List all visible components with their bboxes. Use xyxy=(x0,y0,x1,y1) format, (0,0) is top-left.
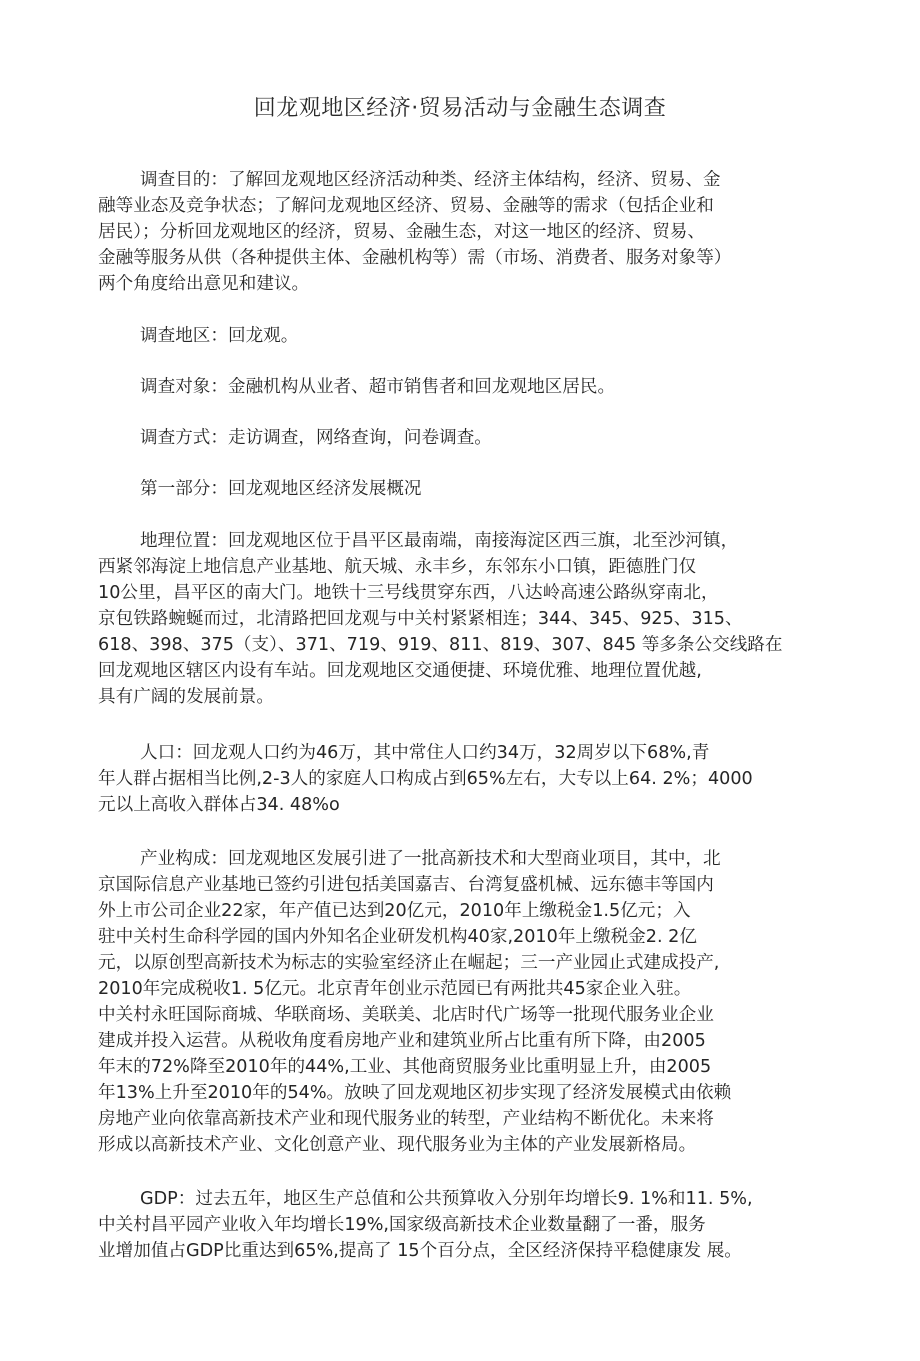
text-line: 年13%上升至2010年的54%。放映了回龙观地区初步实现了经济发展模式由依赖 xyxy=(98,1083,732,1103)
text-line: 京国际信息产业基地已签约引进包括美国嘉吉、台湾复盛机械、远东德丰等国内 xyxy=(98,875,714,895)
text-line: 中关村昌平园产业收入年均增长19%,国家级高新技术企业数量翻了一番，服务 xyxy=(98,1215,706,1235)
text-line: 中关村永旺国际商城、华联商场、美联美、北店时代广场等一批现代服务业企业 xyxy=(98,1005,714,1025)
text-line: 两个角度给出意见和建议。 xyxy=(98,274,310,294)
text-line: 元，以原创型高新技术为标志的实验室经济止在崛起；三一产业园止式建成投产, xyxy=(98,953,720,973)
text-line: 居民）；分析回龙观地区的经济，贸易、金融生态，对这一地区的经济、贸易、 xyxy=(98,222,705,242)
text-line: 618、398、375（支）、371、719、919、811、819、307、845 等多条公交线路在 xyxy=(98,635,783,655)
text-line: 业增加值占GDP比重达到65%,提高了 15个百分点，全区经济保持平稳健康发 展。 xyxy=(98,1241,742,1261)
text-line: 人口：回龙观人口约为46万，其中常住人口约34万，32周岁以下68%,青 xyxy=(140,743,710,763)
text-line: 金融等服务从供（各种提供主体、金融机构等）需（市场、消费者、服务对象等） xyxy=(98,248,732,268)
text-line: 形成以高新技术产业、文化创意产业、现代服务业为主体的产业发展新格局。 xyxy=(98,1135,697,1155)
text-line: 驻中关村生命科学园的国内外知名企业研发机构40家,2010年上缴税金2. 2亿 xyxy=(98,927,697,947)
text-line: 具有广阔的发展前景。 xyxy=(98,687,274,707)
text-line: 房地产业向依靠高新技术产业和现代服务业的转型，产业结构不断优化。未来将 xyxy=(98,1109,714,1129)
survey-area: 调查地区：回龙观。 xyxy=(140,326,299,346)
text-line: 元以上高收入群体占34. 48%o xyxy=(98,795,340,815)
text-line: 京包铁路蜿蜒而过，北清路把回龙观与中关村紧紧相连；344、345、925、315、 xyxy=(98,609,743,629)
text-line: 回龙观地区辖区内设有车站。回龙观地区交通便捷、环境优雅、地理位置优越, xyxy=(98,661,702,681)
part-one-heading: 第一部分：回龙观地区经济发展概况 xyxy=(140,479,422,499)
text-line: 西紧邻海淀上地信息产业基地、航天城、永丰乡，东邻东小口镇，距德胜门仅 xyxy=(98,557,697,577)
survey-subjects: 调查对象：金融机构从业者、超市销售者和回龙观地区居民。 xyxy=(140,377,616,397)
text-line: 年人群占据相当比例,2-3人的家庭人口构成占到65%左右，大专以上64. 2%；4000 xyxy=(98,769,753,789)
text-line: 10公里，昌平区的南大门。地铁十三号线贯穿东西，八达岭高速公路纵穿南北， xyxy=(98,583,719,603)
document-title: 回龙观地区经济·贸易活动与金融生态调查 xyxy=(253,96,667,121)
survey-method: 调查方式：走访调查，网络查询，问卷调查。 xyxy=(140,428,492,448)
text-line: 地理位置：回龙观地区位于昌平区最南端，南接海淀区西三旗，北至沙河镇， xyxy=(140,531,739,551)
text-line: 融等业态及竞争状态；了解问龙观地区经济、贸易、金融等的需求（包括企业和 xyxy=(98,196,714,216)
text-line: 建成并投入运营。从税收角度看房地产业和建筑业所占比重有所下降，由2005 xyxy=(98,1031,706,1051)
text-line: 2010年完成税收1. 5亿元。北京青年创业示范园已有两批共45家企业入驻。 xyxy=(98,979,692,999)
text-line: 产业构成：回龙观地区发展引进了一批高新技术和大型商业项目，其中，北 xyxy=(140,849,721,869)
text-line: 外上市公司企业22家，年产值已达到20亿元，2010年上缴税金1.5亿元；入 xyxy=(98,901,691,921)
text-line: 年末的72%降至2010年的44%,工业、其他商贸服务业比重明显上升，由2005 xyxy=(98,1057,712,1077)
text-line: GDP：过去五年，地区生产总值和公共预算收入分别年均增长9. 1%和11. 5%, xyxy=(140,1189,753,1209)
text-line: 调查目的：了解回龙观地区经济活动种类、经济主体结构，经济、贸易、金 xyxy=(140,170,721,190)
